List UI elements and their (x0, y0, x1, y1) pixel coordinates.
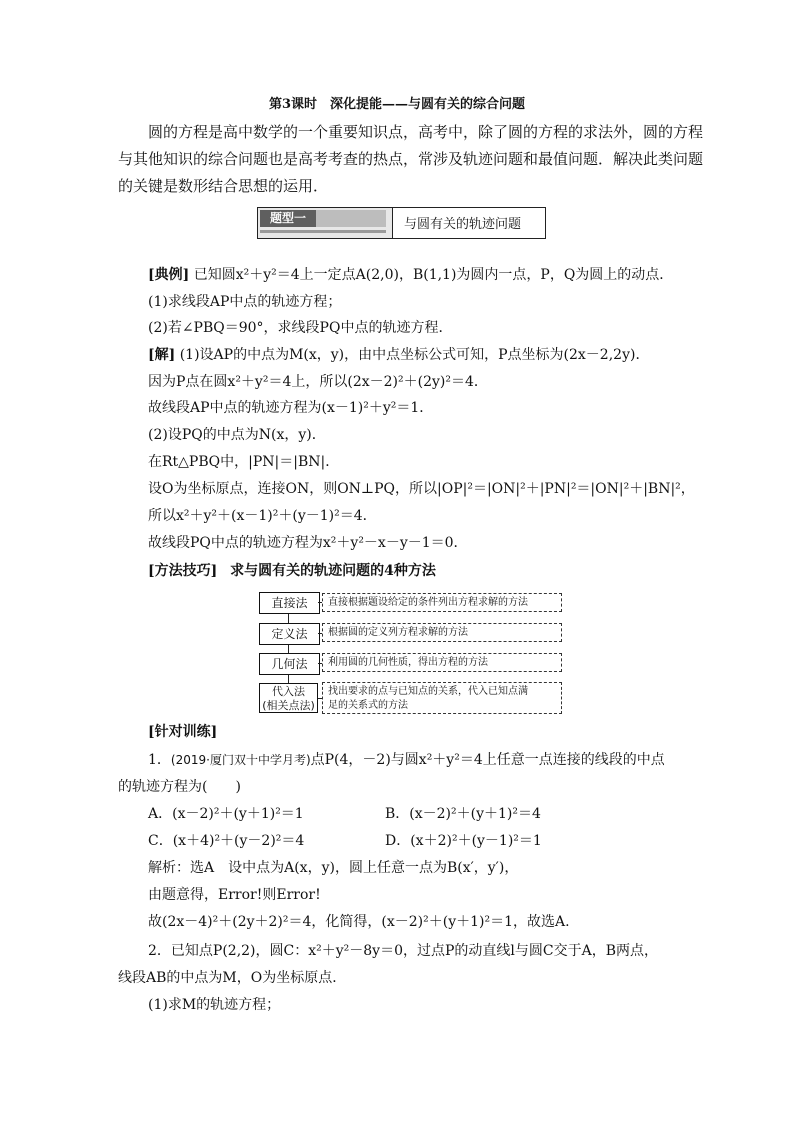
page-title: 第3课时 深化提能——与圆有关的综合问题 (268, 97, 526, 112)
method-box-substitution (259, 683, 318, 713)
banner-stripe (316, 210, 386, 227)
p1-analysis-1: 解析：选A 设中点为A(x，y)，圆上任意一点为B(x′，y′)， (148, 860, 519, 876)
method-label: [方法技巧] (148, 563, 218, 579)
method-box-geometric: 几何法 (259, 653, 320, 675)
p1-number: 1． (148, 752, 171, 768)
example-q1: (1)求线段AP中点的轨迹方程； (148, 294, 342, 310)
intro-line-2: 与其他知识的综合问题也是高考考查的热点，常涉及轨迹问题和最值问题．解决此类问题 (118, 150, 704, 168)
method-name-substitution: 代入法 (272, 685, 305, 698)
method-desc-direct: 直接根据题设给定的条件列出方程求解的方法 (322, 593, 562, 612)
solution-label: [解] (148, 347, 176, 363)
section-label-box (258, 208, 393, 238)
solution-line-2: 因为P点在圆x²＋y²＝4上，所以(2x－2)²＋(2y)²＝4． (148, 374, 488, 390)
p1-option-d: D．(x＋2)²＋(y－1)²＝1 (385, 833, 542, 849)
method-desc-substitution (322, 682, 562, 714)
solution-line-4: (2)设PQ的中点为N(x，y)． (148, 427, 326, 443)
method-title: 求与圆有关的轨迹问题的4种方法 (230, 563, 436, 579)
banner-underline (260, 230, 386, 233)
p1-analysis-2: 由题意得，Error!则Error! (148, 887, 321, 903)
p1-stem: 点P(4，－2)与圆x²＋y²＝4上任意一点连接的线段的中点 (310, 752, 665, 768)
p1-line-1 (148, 750, 665, 770)
p1-option-b: B．(x－2)²＋(y＋1)²＝4 (385, 806, 541, 822)
intro-line-1: 圆的方程是高中数学的一个重要知识点，高考中，除了圆的方程的求法外，圆的方程 (148, 123, 704, 141)
p1-source: (2019·厦门双十中学月考) (170, 753, 311, 767)
section-banner (257, 207, 546, 239)
p1-line-2: 的轨迹方程为( ) (118, 779, 241, 795)
method-desc-geometric: 利用圆的几何性质，得出方程的方法 (322, 653, 562, 672)
method-name2-substitution: (相关点法) (262, 699, 315, 712)
method-box-definition: 定义法 (259, 623, 320, 645)
example-text: 已知圆x²＋y²＝4上一定点A(2,0)，B(1,1)为圆内一点，P，Q为圆上的动点． (193, 267, 674, 283)
p2-line-1: 2．已知点P(2,2)，圆C：x²＋y²－8y＝0，过点P的动直线l与圆C交于A，B两点， (148, 943, 658, 959)
solution-line-3: 故线段AP中点的轨迹方程为(x－1)²＋y²＝1． (148, 400, 434, 416)
method-heading (148, 561, 436, 581)
section-title: 与圆有关的轨迹问题 (404, 217, 522, 232)
method-desc-definition: 根据圆的定义列方程求解的方法 (322, 623, 562, 642)
method-desc-substitution-2: 足的关系式的方法 (328, 700, 408, 711)
p1-analysis-3: 故(2x－4)²＋(2y＋2)²＝4，化简得，(x－2)²＋(y＋1)²＝1，故选A. (148, 914, 570, 930)
p2-line-2: 线段AB的中点为M，O为坐标原点． (118, 970, 347, 986)
p2-q1: (1)求M的轨迹方程； (148, 997, 281, 1013)
p1-option-a: A．(x－2)²＋(y＋1)²＝1 (148, 806, 304, 822)
example-label: [典例] (148, 267, 190, 283)
solution-line-7: 所以x²＋y²＋(x－1)²＋(y－1)²＝4． (148, 508, 377, 524)
method-desc-substitution-1: 找出要求的点与已知点的关系，代入已知点满 (328, 686, 528, 697)
example-q2: (2)若∠PBQ＝90°，求线段PQ中点的轨迹方程． (148, 320, 453, 336)
solution-line-1 (148, 345, 649, 365)
solution-line-5: 在Rt△PBQ中，|PN|＝|BN|． (148, 454, 340, 470)
practice-label: [针对训练] (148, 724, 218, 740)
example-problem (148, 265, 673, 285)
intro-line-3: 的关键是数形结合思想的运用． (118, 177, 329, 195)
section-tag: 题型一 (260, 210, 316, 227)
solution-text-1: (1)设AP的中点为M(x，y)，由中点坐标公式可知，P点坐标为(2x－2,2y)． (179, 347, 650, 363)
solution-line-8: 故线段PQ中点的轨迹方程为x²＋y²－x－y－1＝0． (148, 535, 468, 551)
solution-line-6: 设O为坐标原点，连接ON，则ON⊥PQ，所以|OP|²＝|ON|²＋|PN|²＝|ON|²＋|BN|²， (148, 481, 695, 497)
p1-option-c: C．(x＋4)²＋(y－2)²＝4 (148, 833, 305, 849)
method-box-direct: 直接法 (259, 592, 320, 614)
